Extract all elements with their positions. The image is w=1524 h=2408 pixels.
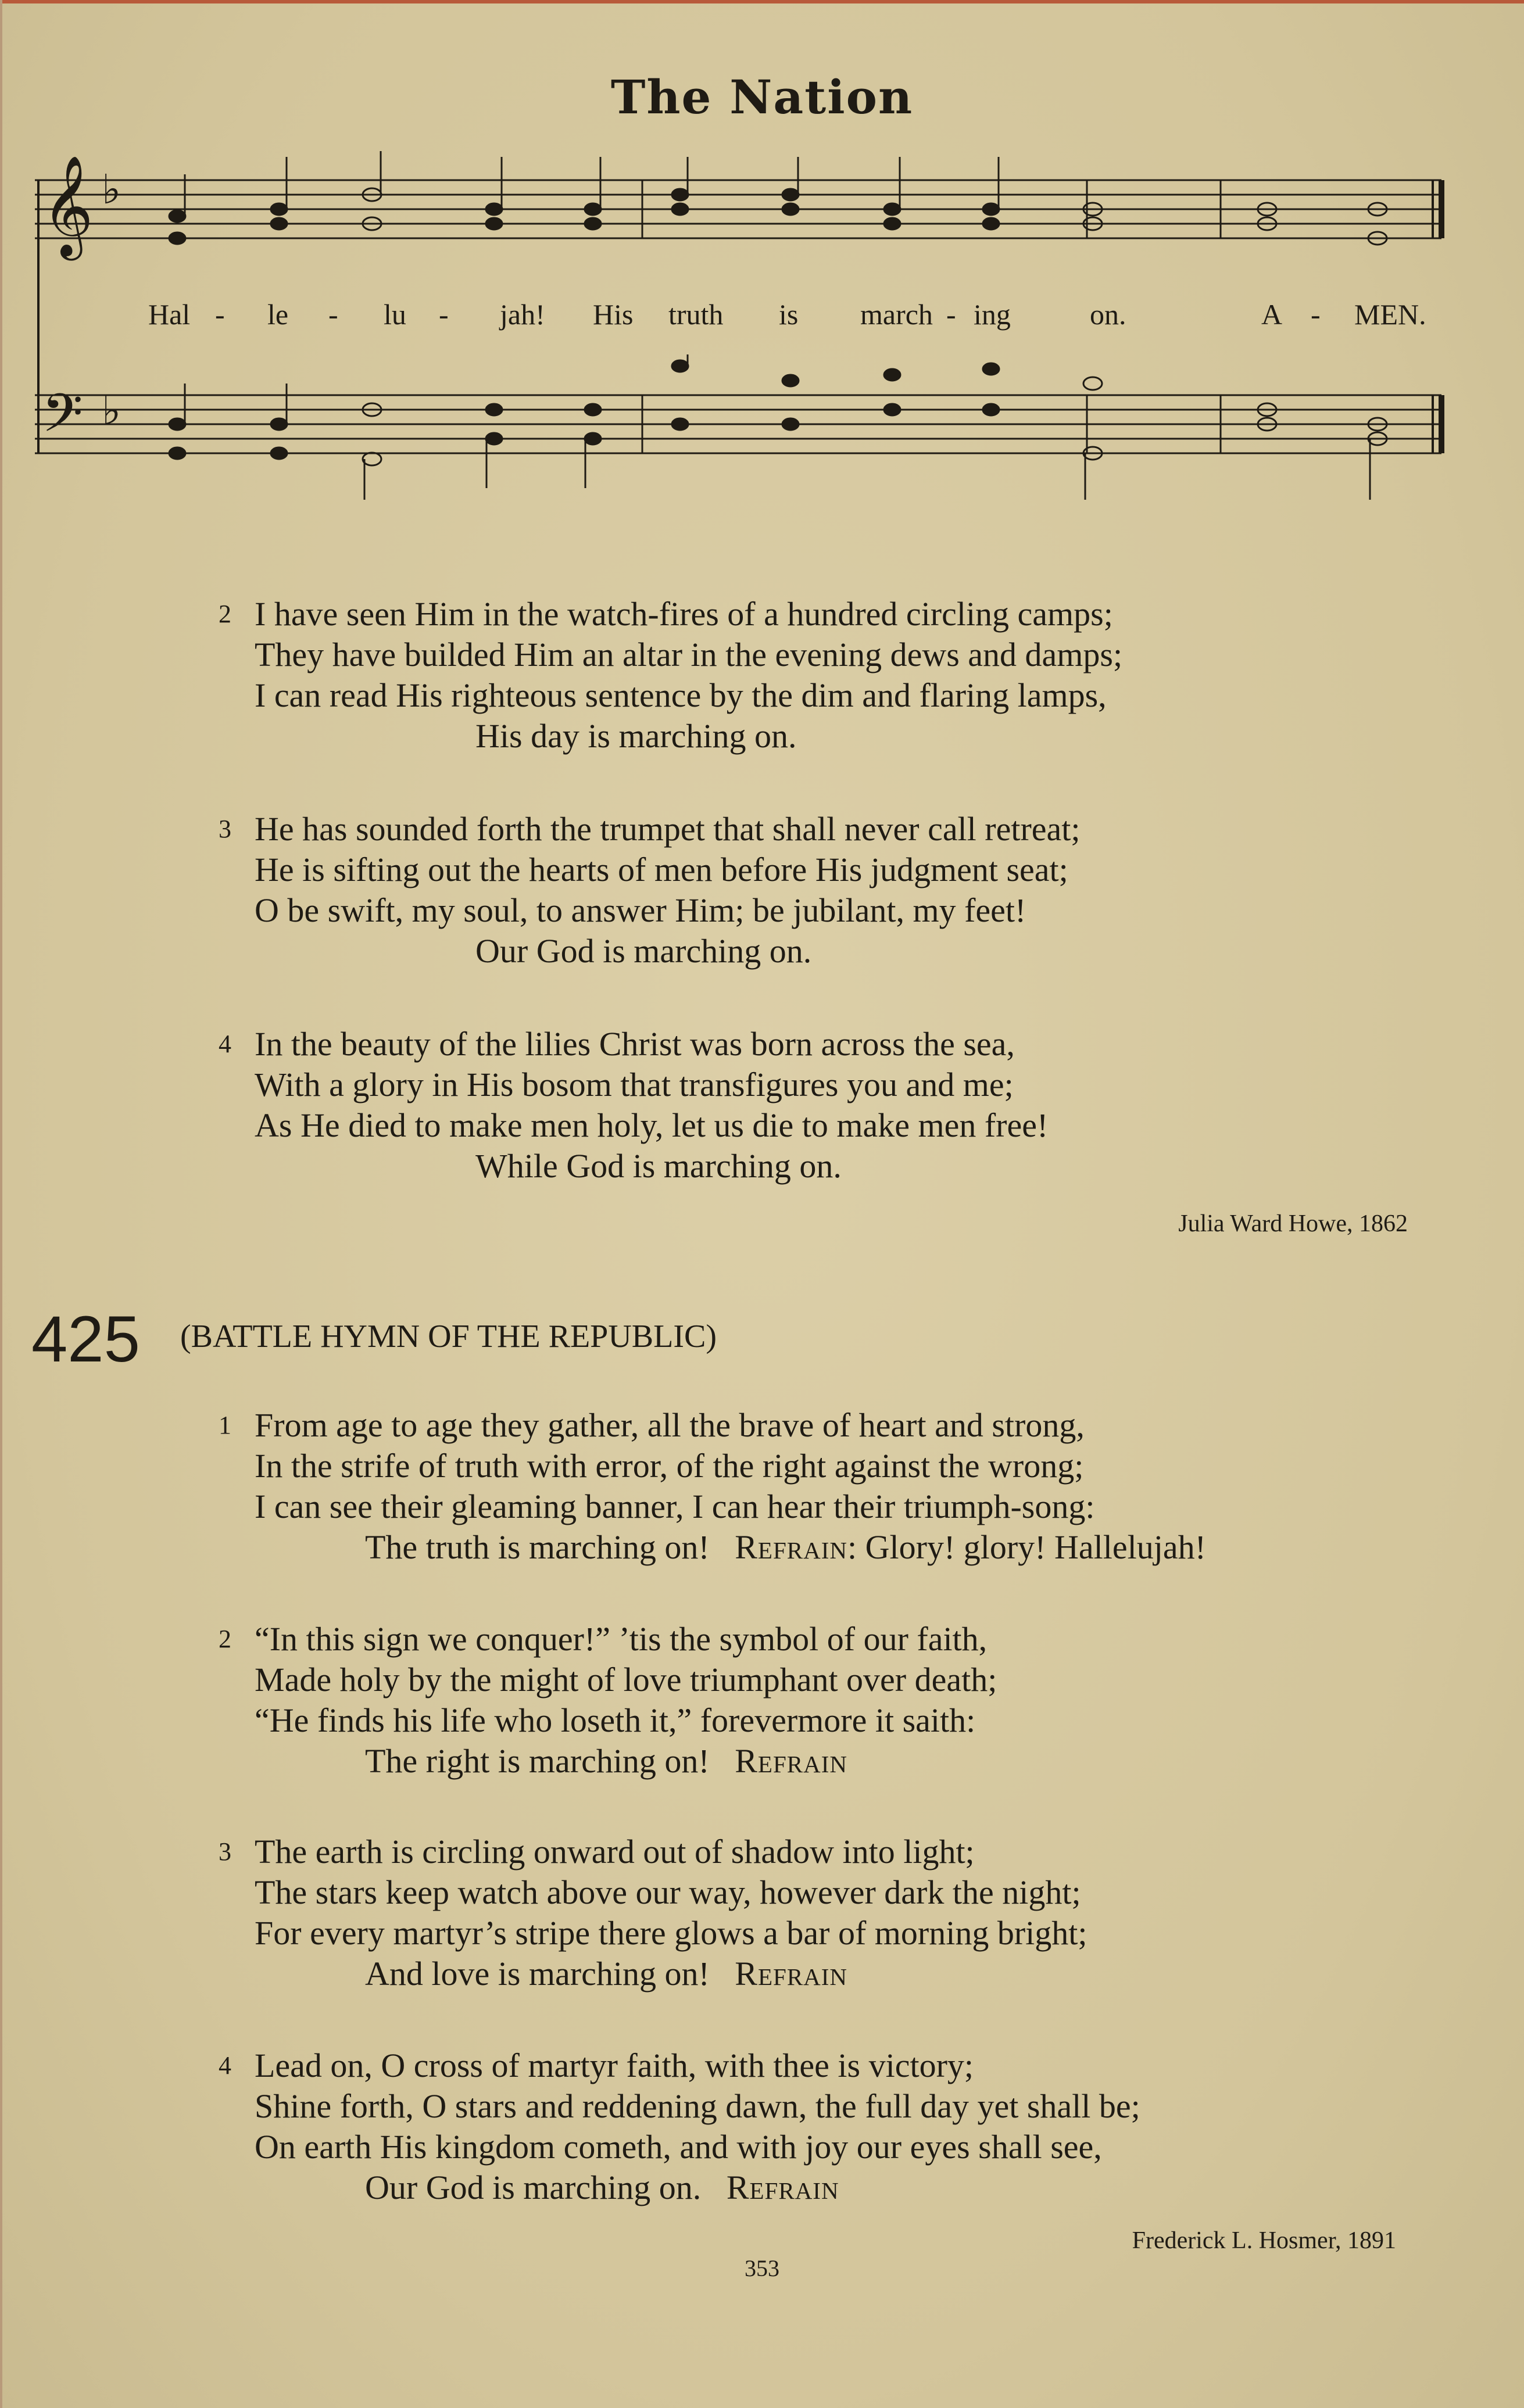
verse-line: In the beauty of the lilies Christ was born across the sea, [255,1025,1015,1063]
hymn-number: 425 [31,1303,140,1375]
verse-line: “He finds his life who loseth it,” forevermore it saith: [255,1701,976,1739]
verse-line: As He died to make men holy, let us die to make men free! [255,1106,1049,1144]
verse-number: 2 [219,600,231,628]
verse-line: And love is marching on! [365,1955,710,1993]
verse-number: 1 [219,1411,231,1439]
author-attribution: Julia Ward Howe, 1862 [1178,1210,1408,1237]
refrain-text: Glory! glory! Hallelujah! [865,1528,1206,1566]
lyrics-row [148,298,1426,331]
page-left-edge [0,0,2,2408]
verse-4 [219,1024,1049,1187]
flat-key-signature-icon: ♭ [102,386,121,434]
verse-1 [219,1405,1206,1568]
verse-line: O be swift, my soul, to answer Him; be jubilant, my feet! [255,891,1026,929]
lyric-syllable: - [328,298,338,331]
page-number: 353 [745,2255,779,2281]
author-attribution: Frederick L. Hosmer, 1891 [1132,2227,1396,2254]
verse-line: In the strife of truth with error, of the right against the wrong; [255,1447,1084,1485]
hymn-title: (BATTLE HYMN OF THE REPUBLIC) [180,1318,717,1354]
verse-line: I can see their gleaming banner, I can hear their triumph-song: [255,1488,1095,1525]
lyric-syllable: le [267,298,289,331]
refrain-label: Refrain [735,1955,848,1993]
lyric-syllable: - [1311,298,1321,331]
lyric-syllable: MEN. [1354,298,1426,331]
verse-line: From age to age they gather, all the brave of heart and strong, [255,1406,1085,1444]
verse-line: They have builded Him an altar in the evening dews and damps; [255,636,1123,673]
verse-line: Made holy by the might of love triumphant over death; [255,1661,997,1698]
lyric-syllable: - [215,298,225,331]
verse-2 [219,1619,997,1782]
verse-line: The right is marching on! [365,1742,710,1780]
lyric-syllable: on. [1090,298,1126,331]
verse-3 [219,809,1081,972]
lyric-syllable: Hal [148,298,191,331]
flat-key-signature-icon: ♭ [102,166,121,213]
bar-lines [642,180,1441,453]
verse-line: For every martyr’s stripe there glows a bar of morning bright; [255,1914,1087,1952]
verse-line: Our God is marching on. [475,932,812,970]
verse-number: 4 [219,1030,231,1058]
verse-line: He has sounded forth the trumpet that shall never call retreat; [255,810,1081,848]
verse-line-with-refrain [255,1954,1087,1994]
running-header: The Nation [610,70,914,124]
music-staves [35,139,1453,535]
verse-line: The truth is marching on! [365,1528,710,1566]
verse-line: The stars keep watch above our way, however dark the night; [255,1873,1081,1911]
verse-line: His day is marching on. [475,717,797,755]
lyric-syllable: is [779,298,799,331]
lyric-syllable: A [1261,298,1283,331]
treble-staff [35,180,1441,238]
verse-line: On earth His kingdom cometh, and with joy our eyes shall see, [255,2128,1102,2166]
refrain-label: Refrain [726,2169,839,2206]
verse-line: Our God is marching on. [365,2169,702,2206]
bass-clef-icon: 𝄢 [42,382,83,457]
bass-staff [35,395,1441,453]
verse-number: 2 [219,1625,231,1653]
verse-line-with-refrain [255,2167,1140,2208]
verse-line: With a glory in His bosom that transfigures you and me; [255,1066,1014,1103]
treble-notes [169,151,1387,245]
verse-line-with-refrain: The truth is marching on! Refrain: Glory! glory! Hallelujah! [365,1528,1206,1566]
lyric-syllable: jah! [500,298,545,331]
verse-line: I have seen Him in the watch-fires of a hundred circling camps; [255,595,1113,633]
music-score [35,139,1453,535]
lyric-syllable: march [860,298,933,331]
lyric-syllable: His [593,298,634,331]
verse-line: He is sifting out the hearts of men before His judgment seat; [255,851,1068,888]
page-top-edge [0,0,1524,3]
lyric-syllable: - [946,298,956,331]
lyric-syllable: ing [974,298,1011,331]
lyric-syllable: lu [384,298,406,331]
verse-number: 4 [219,2051,231,2080]
bass-notes [169,354,1387,500]
lyric-syllable: - [439,298,449,331]
verse-number: 3 [219,1837,231,1866]
verse-3 [219,1832,1087,1994]
verse-line: I can read His righteous sentence by the dim and flaring lamps, [255,676,1107,714]
verse-line: While God is marching on. [475,1147,842,1185]
verse-number: 3 [219,815,231,843]
verse-2 [219,594,1123,757]
verse-line: Lead on, O cross of martyr faith, with thee is victory; [255,2047,974,2084]
refrain-label: Refrain [735,1528,847,1566]
lyric-syllable: truth [668,298,724,331]
verse-line: The earth is circling onward out of shadow into light; [255,1833,975,1870]
verse-line-with-refrain [255,1741,997,1782]
refrain-label: Refrain [735,1742,847,1780]
verse-line: Shine forth, O stars and reddening dawn, the full day yet shall be; [255,2087,1140,2125]
verse-line: “In this sign we conquer!” ’tis the symbol of our faith, [255,1620,988,1658]
treble-clef-icon: 𝄞 [42,155,94,256]
verse-4 [219,2045,1140,2208]
